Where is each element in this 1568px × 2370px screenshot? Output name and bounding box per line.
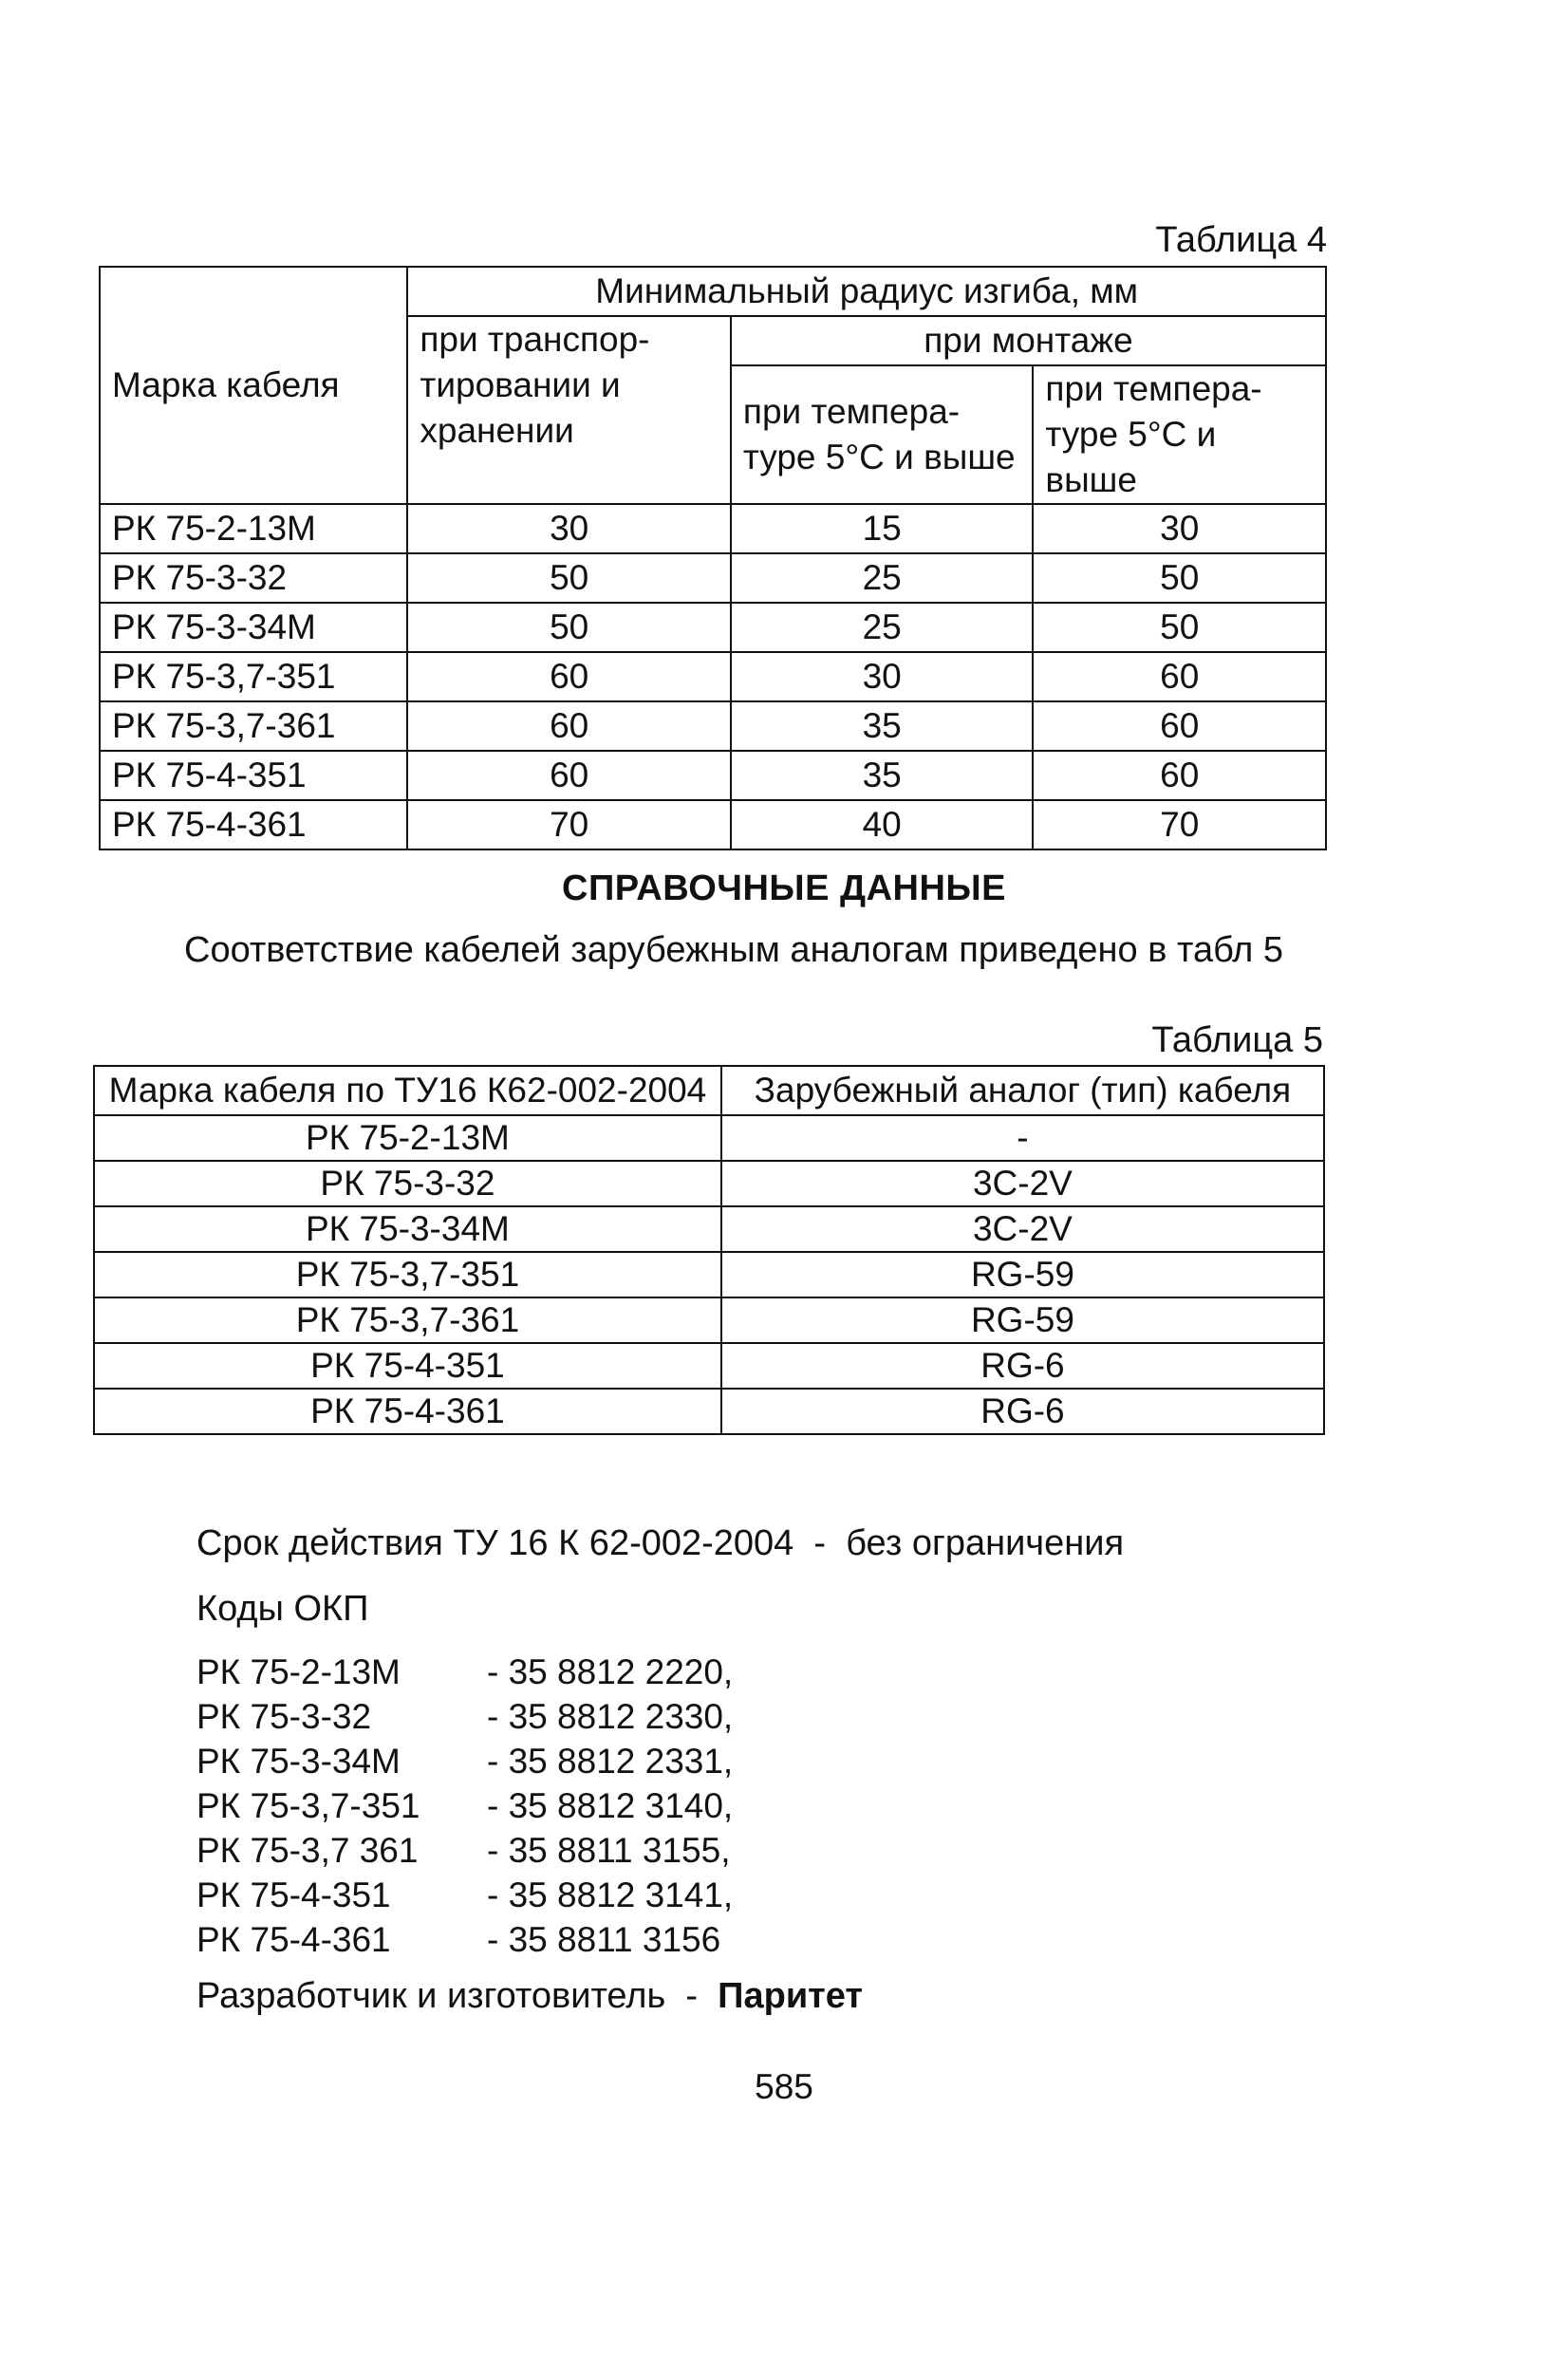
foreign-analog-cell: 3С-2V xyxy=(721,1161,1324,1206)
table-row xyxy=(94,1389,1324,1434)
cable-brand-cell: РК 75-3,7-361 xyxy=(100,701,407,751)
foreign-analog-cell: RG-59 xyxy=(721,1252,1324,1297)
foreign-analog-rows xyxy=(94,1115,1324,1434)
foreign-analog-cell: RG-59 xyxy=(721,1297,1324,1343)
okp-code-row xyxy=(196,1917,956,1962)
cable-brand-cell: РК 75-3,7-351 xyxy=(94,1252,721,1297)
okp-brand: РК 75-4-361 xyxy=(196,1920,391,1959)
okp-brand: РК 75-3-34М xyxy=(196,1742,401,1781)
okp-brand: РК 75-3,7-351 xyxy=(196,1786,420,1825)
foreign-analog-cell: - xyxy=(721,1115,1324,1161)
radius-value-cell: 35 xyxy=(731,701,1034,751)
table-row xyxy=(100,751,1326,800)
cable-brand-cell: РК 75-2-13М xyxy=(100,504,407,553)
radius-value-cell: 25 xyxy=(731,603,1034,652)
radius-value-cell: 60 xyxy=(407,751,731,800)
developer-line xyxy=(196,1976,1316,2017)
okp-code: - 35 8811 3155, xyxy=(487,1831,731,1870)
table-row xyxy=(94,1161,1324,1206)
table-row xyxy=(94,1252,1324,1297)
okp-brand: РК 75-3-32 xyxy=(196,1697,372,1736)
col-header-mounting: при монтаже xyxy=(731,316,1326,365)
okp-code: - 35 8812 2220, xyxy=(487,1652,734,1691)
radius-value-cell: 35 xyxy=(731,751,1034,800)
col-header-brand-tu: Марка кабеля по ТУ16 К62-002-2004 xyxy=(94,1066,721,1115)
radius-value-cell: 70 xyxy=(1033,800,1326,849)
cable-brand-cell: РК 75-4-361 xyxy=(94,1389,721,1434)
table4-caption: Таблица 4 xyxy=(1155,220,1327,260)
radius-value-cell: 60 xyxy=(1033,701,1326,751)
table-row xyxy=(100,701,1326,751)
validity-line: Срок действия ТУ 16 К 62-002-2004 - без ограничения xyxy=(196,1523,1125,1563)
radius-value-cell: 40 xyxy=(731,800,1034,849)
table-row xyxy=(94,1115,1324,1161)
table-row xyxy=(94,1206,1324,1252)
okp-code: - 35 8812 2330, xyxy=(487,1697,734,1736)
cable-brand-cell: РК 75-3,7-361 xyxy=(94,1297,721,1343)
foreign-analog-table xyxy=(93,1065,1325,1435)
radius-value-cell: 25 xyxy=(731,553,1034,603)
radius-value-cell: 70 xyxy=(407,800,731,849)
table-row xyxy=(94,1297,1324,1343)
section-heading: СПРАВОЧНЫЕ ДАННЫЕ xyxy=(562,868,1006,908)
okp-brand: РК 75-2-13М xyxy=(196,1652,401,1691)
bend-radius-table xyxy=(99,266,1327,850)
okp-code: - 35 8812 3140, xyxy=(487,1786,734,1825)
radius-value-cell: 50 xyxy=(407,553,731,603)
okp-code-list xyxy=(196,1650,956,1962)
radius-value-cell: 60 xyxy=(1033,751,1326,800)
foreign-analog-cell: RG-6 xyxy=(721,1389,1324,1434)
radius-value-cell: 50 xyxy=(1033,553,1326,603)
cable-brand-cell: РК 75-3,7-351 xyxy=(100,652,407,701)
okp-code-row xyxy=(196,1739,956,1783)
okp-code-row xyxy=(196,1873,956,1917)
table-row xyxy=(100,553,1326,603)
radius-value-cell: 50 xyxy=(1033,603,1326,652)
cable-brand-cell: РК 75-4-351 xyxy=(94,1343,721,1389)
bend-radius-rows xyxy=(100,504,1326,849)
cable-brand-cell: РК 75-4-351 xyxy=(100,751,407,800)
cable-brand-cell: РК 75-4-361 xyxy=(100,800,407,849)
cable-brand-cell: РК 75-2-13М xyxy=(94,1115,721,1161)
radius-value-cell: 60 xyxy=(1033,652,1326,701)
radius-value-cell: 50 xyxy=(407,603,731,652)
cable-brand-cell: РК 75-3-34М xyxy=(100,603,407,652)
col-header-transport: при транспор-тировании и хранении xyxy=(407,316,731,504)
col-header-min-radius: Минимальный радиус изгиба, мм xyxy=(407,267,1326,316)
cable-brand-cell: РК 75-3-32 xyxy=(100,553,407,603)
radius-value-cell: 30 xyxy=(407,504,731,553)
radius-value-cell: 15 xyxy=(731,504,1034,553)
radius-value-cell: 30 xyxy=(731,652,1034,701)
okp-brand: РК 75-4-351 xyxy=(196,1875,391,1914)
table-row xyxy=(94,1343,1324,1389)
okp-code: - 35 8812 2331, xyxy=(487,1742,734,1781)
radius-value-cell: 60 xyxy=(407,652,731,701)
table-row xyxy=(100,652,1326,701)
cable-brand-cell: РК 75-3-32 xyxy=(94,1161,721,1206)
col-header-temp-2: при темпера-туре 5°С и выше xyxy=(1033,365,1326,504)
okp-code-row xyxy=(196,1828,956,1873)
radius-value-cell: 30 xyxy=(1033,504,1326,553)
developer-label: Разработчик и изготовитель - xyxy=(196,1976,719,2016)
col-header-foreign-analog: Зарубежный аналог (тип) кабеля xyxy=(721,1066,1324,1115)
foreign-analog-cell: RG-6 xyxy=(721,1343,1324,1389)
okp-code-row xyxy=(196,1694,956,1739)
cable-brand-cell: РК 75-3-34М xyxy=(94,1206,721,1252)
okp-code: - 35 8812 3141, xyxy=(487,1875,734,1914)
page-number: 585 xyxy=(755,2067,813,2106)
okp-code-row xyxy=(196,1650,956,1694)
table-row xyxy=(100,603,1326,652)
table5-caption: Таблица 5 xyxy=(1151,1020,1323,1060)
table-row xyxy=(100,800,1326,849)
okp-brand: РК 75-3,7 361 xyxy=(196,1831,419,1870)
foreign-analog-cell: 3С-2V xyxy=(721,1206,1324,1252)
developer-name: Паритет xyxy=(718,1976,864,2016)
okp-code-row xyxy=(196,1783,956,1828)
table-row xyxy=(100,504,1326,553)
radius-value-cell: 60 xyxy=(407,701,731,751)
col-header-brand: Марка кабеля xyxy=(100,267,407,504)
okp-heading: Коды ОКП xyxy=(196,1589,369,1629)
reference-paragraph: Соответствие кабелей зарубежным аналогам приведено в табл 5 xyxy=(184,930,1284,970)
col-header-temp-1: при темпера-туре 5°С и выше xyxy=(731,365,1034,504)
okp-code: - 35 8811 3156 xyxy=(487,1920,721,1959)
